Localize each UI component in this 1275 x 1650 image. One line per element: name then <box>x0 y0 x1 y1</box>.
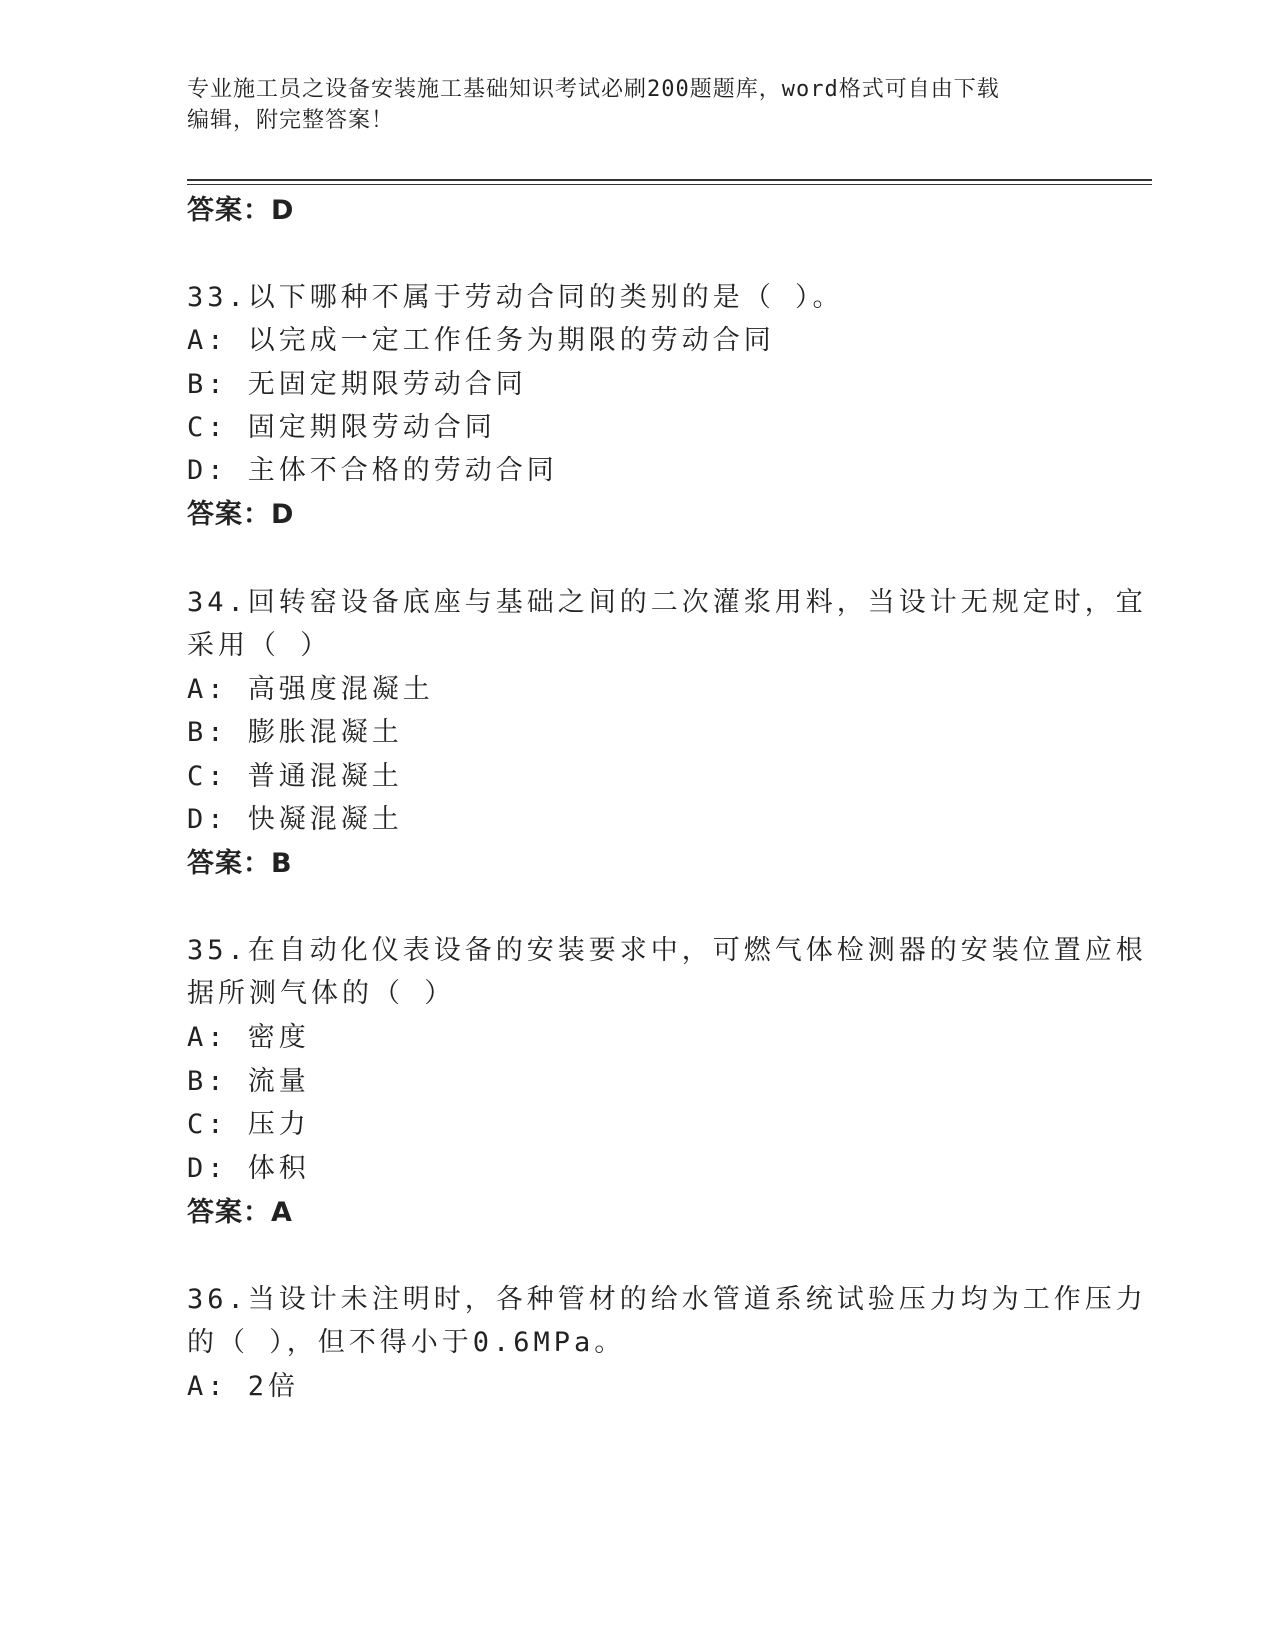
question-33-option-c: C: 固定期限劳动合同 <box>187 412 496 443</box>
question-35-option-d: D: 体积 <box>187 1153 310 1184</box>
header-divider-thick <box>187 179 1152 181</box>
previous-answer: 答案：D <box>187 195 295 226</box>
question-35-option-b: B: 流量 <box>187 1066 310 1097</box>
header-line-2: 编辑，附完整答案！ <box>187 108 395 133</box>
question-33-option-d: D: 主体不合格的劳动合同 <box>187 455 558 486</box>
question-33-option-b: B: 无固定期限劳动合同 <box>187 369 527 400</box>
question-33-option-a: A: 以完成一定工作任务为期限的劳动合同 <box>187 325 775 356</box>
question-35-option-a: A: 密度 <box>187 1022 310 1053</box>
question-35-answer: 答案：A <box>187 1197 293 1228</box>
document-header <box>187 74 1067 136</box>
question-36-stem-line-1: 36.当设计未注明时，各种管材的给水管道系统试验压力均为工作压力 <box>187 1284 1147 1315</box>
question-35-stem-line-1: 35.在自动化仪表设备的安装要求中，可燃气体检测器的安装位置应根 <box>187 935 1147 966</box>
question-34-option-d: D: 快凝混凝土 <box>187 804 403 835</box>
header-line-1: 专业施工员之设备安装施工基础知识考试必刷200题题库，word格式可自由下载 <box>187 77 1000 102</box>
question-36-stem-line-2: 的（ ），但不得小于0.6MPa。 <box>187 1327 626 1358</box>
header-divider-thin <box>187 184 1152 185</box>
question-35-option-c: C: 压力 <box>187 1109 310 1140</box>
question-35-stem-line-2: 据所测气体的（ ） <box>187 978 456 1009</box>
question-34-answer: 答案：B <box>187 848 293 879</box>
question-34-stem-line-1: 34.回转窑设备底座与基础之间的二次灌浆用料，当设计无规定时，宜 <box>187 587 1147 618</box>
question-33-answer: 答案：D <box>187 499 295 530</box>
question-34-option-a: A: 高强度混凝土 <box>187 674 434 705</box>
question-34-stem-line-2: 采用（ ） <box>187 630 332 661</box>
question-34-option-c: C: 普通混凝土 <box>187 761 403 792</box>
question-34-option-b: B: 膨胀混凝土 <box>187 717 403 748</box>
question-36-option-a: A: 2倍 <box>187 1371 300 1402</box>
question-33-stem: 33.以下哪种不属于劳动合同的类别的是（ ）。 <box>187 282 844 313</box>
